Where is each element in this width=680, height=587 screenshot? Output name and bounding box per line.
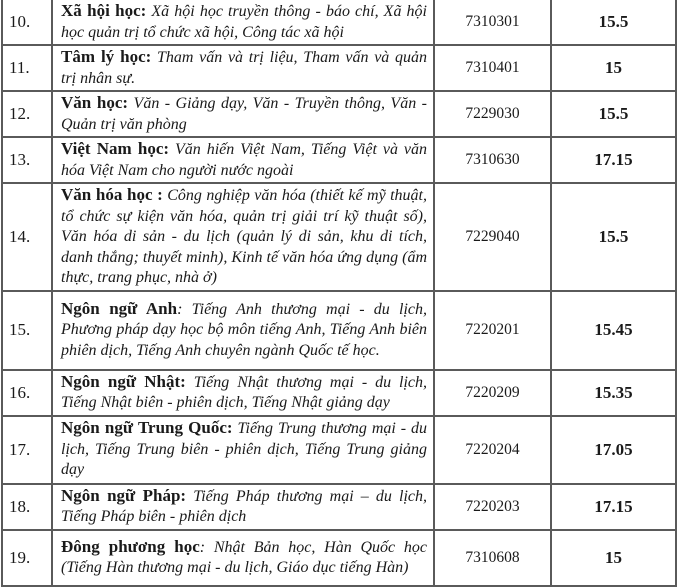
major-code: 7229040 bbox=[434, 183, 551, 291]
cutoff-score: 15.45 bbox=[551, 291, 676, 370]
major-code: 7220204 bbox=[434, 416, 551, 484]
major-specializations: Văn hiến Việt Nam, Tiếng Việt và văn hóa Việt Nam cho người nước ngoài bbox=[61, 141, 427, 179]
row-number: 18. bbox=[2, 484, 52, 530]
major-cell bbox=[52, 91, 434, 137]
cutoff-score: 15.5 bbox=[551, 183, 676, 291]
row-number: 12. bbox=[2, 91, 52, 137]
major-specializations: Tham vấn và trị liệu, Tham vấn và quản trị nhân sự. bbox=[61, 49, 428, 87]
major-specializations: Tiếng Trung thương mại - du lịch, Tiếng Trung biên - phiên dịch, Tiếng Trung giảng dạy bbox=[61, 420, 428, 479]
major-name: Xã hội học: bbox=[61, 1, 147, 20]
major-name: Văn hóa học : bbox=[61, 185, 163, 204]
row-number: 13. bbox=[2, 137, 52, 183]
major-name: Ngôn ngữ Trung Quốc: bbox=[61, 418, 233, 438]
row-number: 15. bbox=[2, 291, 52, 370]
cutoff-score: 15.5 bbox=[551, 91, 676, 137]
row-number: 14. bbox=[2, 183, 52, 291]
major-code: 7310401 bbox=[434, 45, 551, 91]
major-cell bbox=[52, 370, 434, 416]
cutoff-score: 17.05 bbox=[551, 416, 676, 484]
table-row bbox=[2, 370, 676, 416]
cutoff-score: 17.15 bbox=[551, 137, 676, 183]
cutoff-score: 15.5 bbox=[551, 0, 676, 45]
major-cell bbox=[52, 416, 434, 484]
major-specializations: Tiếng Nhật thương mại - du lịch, Tiếng Nhật biên - phiên dịch, Tiếng Nhật giảng dạy bbox=[61, 373, 427, 411]
major-specializations: : Nhật Bản học, Hàn Quốc học (Tiếng Hàn thương mại - du lịch, Giáo dục tiếng Hàn) bbox=[61, 538, 427, 576]
cutoff-score: 17.15 bbox=[551, 484, 676, 530]
row-number: 17. bbox=[2, 416, 52, 484]
major-cell bbox=[52, 45, 434, 91]
cutoff-score: 15 bbox=[551, 45, 676, 91]
major-code: 7220201 bbox=[434, 291, 551, 370]
table-row bbox=[2, 45, 676, 91]
major-code: 7310630 bbox=[434, 137, 551, 183]
row-number: 16. bbox=[2, 370, 52, 416]
major-name: Ngôn ngữ Pháp: bbox=[61, 485, 187, 505]
major-name: Đông phương học bbox=[61, 536, 200, 556]
cutoff-score: 15 bbox=[551, 530, 676, 586]
row-number: 10. bbox=[2, 0, 52, 45]
table-body bbox=[2, 0, 676, 586]
major-specializations: Văn - Giảng dạy, Văn - Truyền thông, Văn - Quản trị văn phòng bbox=[61, 95, 427, 133]
row-number: 19. bbox=[2, 530, 52, 586]
major-name: Tâm lý học: bbox=[61, 47, 152, 66]
admission-scores-table bbox=[1, 0, 677, 587]
row-number: 11. bbox=[2, 45, 52, 91]
major-code: 7229030 bbox=[434, 91, 551, 137]
major-name: Ngôn ngữ Nhật: bbox=[61, 371, 186, 391]
table-row bbox=[2, 291, 676, 370]
table-row bbox=[2, 183, 676, 291]
cutoff-score: 15.35 bbox=[551, 370, 676, 416]
major-cell bbox=[52, 291, 434, 370]
major-name: Việt Nam học: bbox=[61, 139, 170, 158]
major-specializations: Công nghiệp văn hóa (thiết kế mỹ thuật, tổ chức sự kiện văn hóa, quản trị giải trí kỹ thuật số), Văn hóa di sản - du lịch (quản lý di sản, khu di tích, danh thắng; thuyết minh), Kinh tế văn hóa ứng dụng (ẩm thực, trang phục, nhà ở) bbox=[61, 187, 427, 286]
table-row bbox=[2, 137, 676, 183]
major-cell bbox=[52, 183, 434, 291]
major-cell bbox=[52, 0, 434, 45]
major-specializations: : Tiếng Anh thương mại - du lịch, Phương pháp dạy học bộ môn tiếng Anh, Tiếng Anh biên phiên dịch, Tiếng Anh chuyên ngành Quốc tế học. bbox=[61, 300, 428, 359]
major-code: 7310608 bbox=[434, 530, 551, 586]
major-cell bbox=[52, 137, 434, 183]
table-row bbox=[2, 416, 676, 484]
major-code: 7220203 bbox=[434, 484, 551, 530]
table-row bbox=[2, 0, 676, 45]
major-specializations: Tiếng Pháp thương mại – du lịch, Tiếng Pháp biên - phiên dịch bbox=[61, 487, 427, 525]
table-row bbox=[2, 484, 676, 530]
major-name: Ngôn ngữ Anh bbox=[61, 298, 178, 318]
major-cell bbox=[52, 484, 434, 530]
major-code: 7220209 bbox=[434, 370, 551, 416]
table-row bbox=[2, 91, 676, 137]
major-code: 7310301 bbox=[434, 0, 551, 45]
major-name: Văn học: bbox=[61, 93, 129, 112]
major-specializations: Xã hội học truyền thông - báo chí, Xã hội học quản trị tổ chức xã hội, Công tác xã hội bbox=[61, 3, 427, 41]
